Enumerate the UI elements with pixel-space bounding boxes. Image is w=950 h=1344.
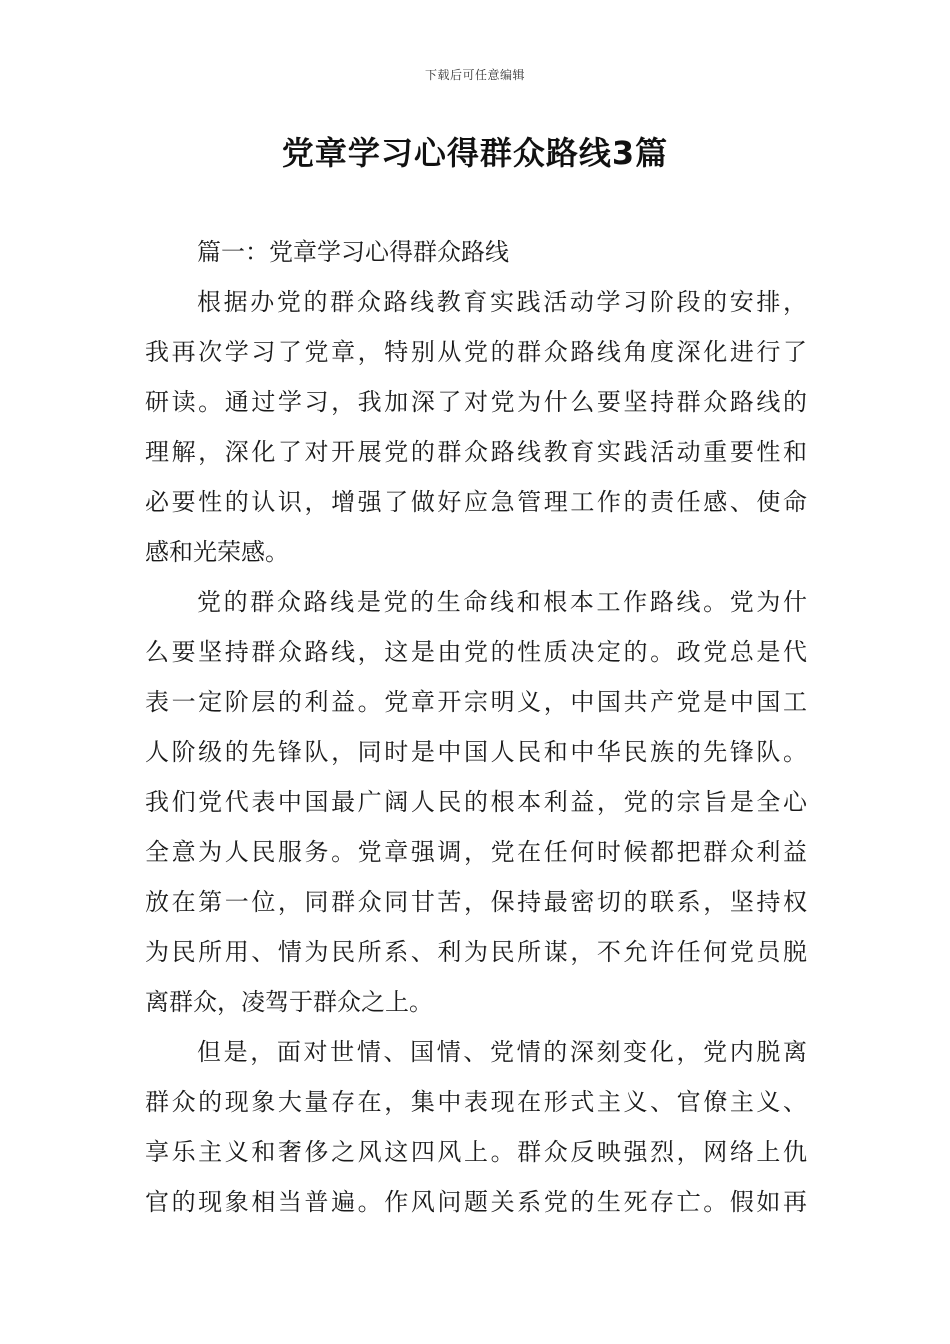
section-heading: 篇一：党章学习心得群众路线 xyxy=(197,238,509,266)
paragraph-line: 享乐主义和奢侈之风这四风上。群众反映强烈，网络上仇 xyxy=(145,1138,807,1166)
paragraph-line: 但是，面对世情、国情、党情的深刻变化，党内脱离 xyxy=(197,1038,807,1066)
paragraph-line: 放在第一位，同群众同甘苦，保持最密切的联系，坚持权 xyxy=(145,888,807,916)
paragraph-line: 为民所用、情为民所系、利为民所谋，不允许任何党员脱 xyxy=(145,938,807,966)
paragraph-line: 研读。通过学习，我加深了对党为什么要坚持群众路线的 xyxy=(145,388,807,416)
paragraph-line: 根据办党的群众路线教育实践活动学习阶段的安排， xyxy=(197,288,807,316)
paragraph-line: 必要性的认识，增强了做好应急管理工作的责任感、使命 xyxy=(145,488,807,516)
paragraph-1 xyxy=(145,277,807,577)
paragraph-line: 理解，深化了对开展党的群众路线教育实践活动重要性和 xyxy=(145,438,807,466)
paragraph-line: 我再次学习了党章，特别从党的群众路线角度深化进行了 xyxy=(145,338,807,366)
paragraph-line: 离群众，凌驾于群众之上。 xyxy=(145,988,433,1016)
paragraph-line: 表一定阶层的利益。党章开宗明义，中国共产党是中国工 xyxy=(145,688,807,716)
document-body xyxy=(145,227,807,1227)
paragraph-2 xyxy=(145,577,807,1027)
paragraph-line: 感和光荣感。 xyxy=(145,538,289,566)
paragraph-3 xyxy=(145,1027,807,1227)
paragraph-line: 党的群众路线是党的生命线和根本工作路线。党为什 xyxy=(197,588,807,616)
paragraph-line: 人阶级的先锋队，同时是中国人民和中华民族的先锋队。 xyxy=(145,738,807,766)
paragraph-line: 全意为人民服务。党章强调，党在任何时候都把群众利益 xyxy=(145,838,807,866)
document-title: 党章学习心得群众路线3篇 xyxy=(281,134,669,172)
paragraph-line: 么要坚持群众路线，这是由党的性质决定的。政党总是代 xyxy=(145,638,807,666)
header-note: 下载后可任意编辑 xyxy=(424,68,525,82)
paragraph-line: 我们党代表中国最广阔人民的根本利益，党的宗旨是全心 xyxy=(145,788,807,816)
paragraph-line: 群众的现象大量存在，集中表现在形式主义、官僚主义、 xyxy=(145,1088,807,1116)
paragraph-line: 官的现象相当普遍。作风问题关系党的生死存亡。假如再 xyxy=(145,1188,807,1216)
